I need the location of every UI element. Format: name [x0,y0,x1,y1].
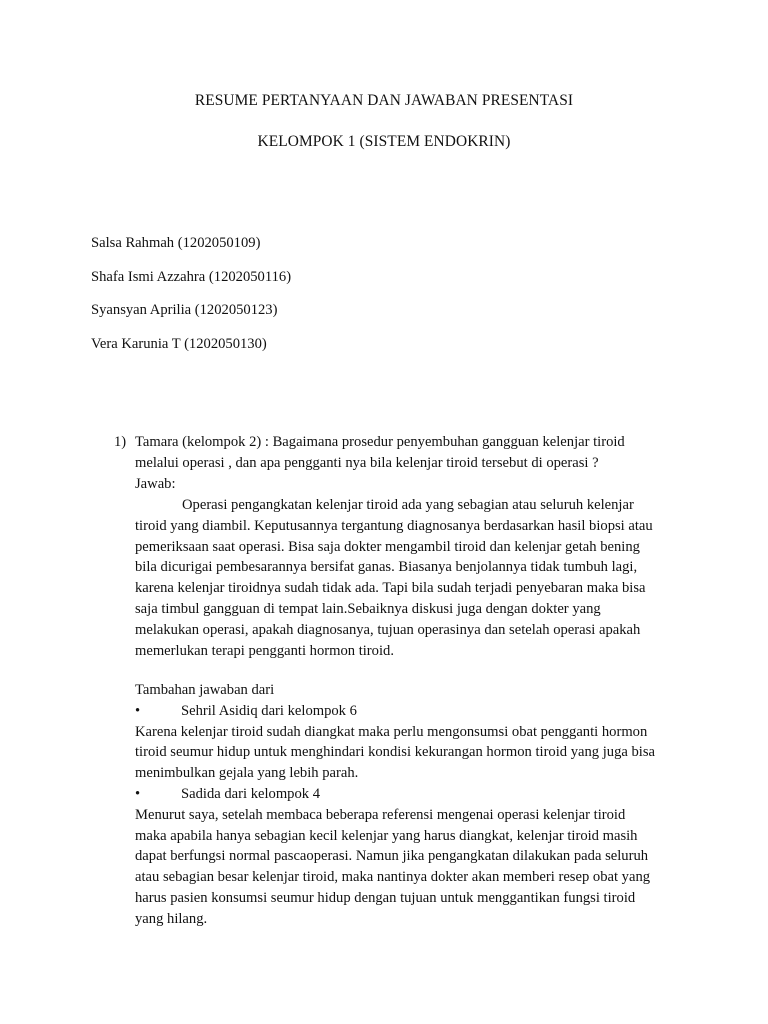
document-title: RESUME PERTANYAAN DAN JAWABAN PRESENTASI [194,92,574,109]
answer-line: melakukan operasi, apakah diagnosanya, tujuan operasinya dan setelah operasi apakah [135,621,641,638]
question-block [114,432,674,661]
question-text: Tamara (kelompok 2) : Bagaimana prosedur penyembuhan gangguan kelenjar tiroid [135,434,625,450]
source-name: Sadida dari kelompok 4 [181,785,321,802]
additional-source [135,784,695,805]
answer-line: saja timbul gangguan di tempat lain.Sebaiknya diskusi juga dengan dokter yang [135,600,601,617]
answer-line: bila dicurigai pembesarannya bersifat ganas. Biasanya benjolannya tidak tumbuh lagi, [135,559,638,576]
additional-line: Menurut saya, setelah membaca beberapa referensi mengenai operasi kelenjar tiroid [135,806,626,823]
additional-line: Karena kelenjar tiroid sudah diangkat maka perlu mengonsumsi obat pengganti hormon [135,723,648,740]
document-subtitle: KELOMPOK 1 (SISTEM ENDOKRIN) [257,133,511,150]
additional-line: harus pasien konsumsi seumur hidup dengan tujuan untuk menggantikan fungsi tiroid [135,889,636,906]
answer-line: tiroid yang diambil. Keputusannya tergantung diagnosanya berdasarkan hasil biopsi atau [135,517,653,534]
additional-line: yang hilang. [135,910,208,927]
additional-line: tiroid seumur hidup untuk menghindari kondisi kekurangan hormon tiroid yang juga bisa [135,744,656,761]
author-list [91,233,291,367]
answer-paragraph [114,495,674,661]
bullet-icon: • [135,702,141,719]
additional-source [135,701,695,722]
question-line: melalui operasi , dan apa pengganti nya bila kelenjar tiroid tersebut di operasi ? [135,455,599,471]
additional-line: menimbulkan gejala yang lebih parah. [135,765,359,782]
question-line [114,432,674,453]
author-name: Syansyan Aprilia (1202050123) [91,302,278,318]
additional-answers [135,680,695,930]
answer-line: pemeriksaan saat operasi. Bisa saja dokter mengambil tiroid dan kelenjar getah bening [135,538,640,555]
answer-label: Jawab: [135,476,176,492]
author-name: Vera Karunia T (1202050130) [91,335,267,352]
author-name: Shafa Ismi Azzahra (1202050116) [91,268,292,285]
author-name: Salsa Rahmah (1202050109) [91,235,261,251]
bullet-icon: • [135,785,141,802]
question-number: 1) [114,434,127,450]
answer-line: Operasi pengangkatan kelenjar tiroid ada yang sebagian atau seluruh kelenjar [182,497,634,513]
additional-line: maka apabila hanya sebagian kecil kelenjar yang harus diangkat, kelenjar tiroid masih [135,827,638,844]
additional-label: Tambahan jawaban dari [135,682,275,698]
source-name: Sehril Asidiq dari kelompok 6 [181,702,357,719]
answer-line: karena kelenjar tiroidnya sudah tidak ada. Tapi bila sudah terjadi penyebaran maka bisa [135,580,646,597]
answer-line: memerlukan terapi pengganti hormon tiroid. [135,642,394,659]
additional-line: dapat berfungsi normal pascaoperasi. Namun jika pengangkatan dilakukan pada seluruh [135,848,649,865]
additional-line: atau sebagian besar kelenjar tiroid, maka nantinya dokter akan memberi resep obat yang [135,869,651,886]
